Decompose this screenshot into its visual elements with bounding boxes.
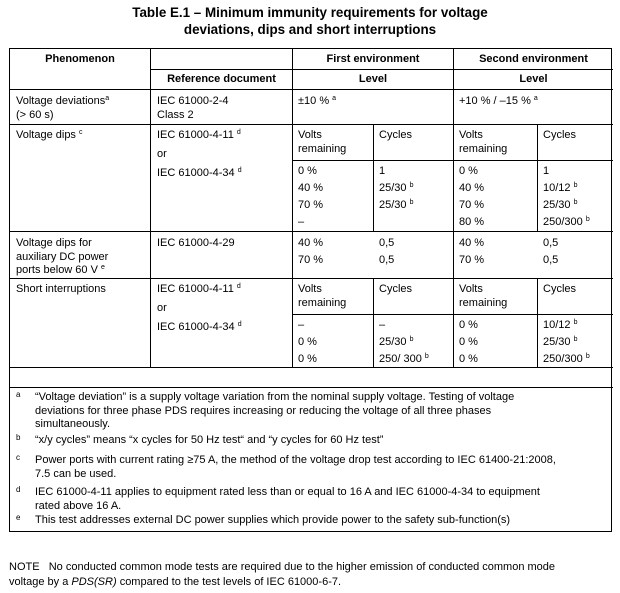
immunity-table bbox=[9, 48, 612, 532]
table-title-line-1: Table E.1 – Minimum immunity requirements for voltage bbox=[132, 5, 488, 20]
footnote-text: “Voltage deviation” is a supply voltage variation from the nominal supply voltage. Testing of voltage bbox=[35, 391, 515, 403]
table-cell: 0,5 bbox=[543, 254, 559, 266]
reference-voltage-deviations: IEC 61000-2-4 Class 2 bbox=[157, 95, 229, 121]
table-cell: – bbox=[298, 319, 305, 331]
rule bbox=[292, 49, 293, 367]
rule bbox=[453, 49, 454, 367]
reference-voltage-dips-1: IEC 61000-4-11 $^d$ bbox=[157, 129, 241, 141]
table-cell: 0 % bbox=[298, 165, 317, 177]
volts-remaining-header: Volts remaining bbox=[298, 283, 347, 309]
table-cell: 70 % bbox=[459, 254, 485, 266]
footnote-text: IEC 61000-4-11 applies to equipment rated less than or equal to 16 A and IEC 61000-4-34 to equipment bbox=[35, 486, 540, 498]
phenomenon-voltage-deviations: Voltage deviations$^a$ (> 60 s) bbox=[16, 95, 110, 121]
table-cell: 40 % bbox=[298, 237, 324, 249]
cycles-header: Cycles bbox=[543, 129, 577, 141]
rule bbox=[151, 69, 613, 70]
rule bbox=[537, 278, 538, 367]
rule bbox=[373, 124, 374, 231]
cycles-header: Cycles bbox=[379, 283, 413, 295]
footnote-mark: b bbox=[16, 433, 21, 442]
reference-short-interruptions-1: IEC 61000-4-11 $^d$ bbox=[157, 283, 241, 295]
note-line-1: NOTE No conducted common mode tests are required due to the higher emission of conducted common mode bbox=[9, 561, 556, 573]
table-cell: 250/300 $^b$ bbox=[543, 216, 590, 228]
footnote-text: rated above 16 A. bbox=[35, 499, 122, 512]
table-cell: 0,5 bbox=[379, 237, 395, 249]
footnote-mark: d bbox=[16, 485, 21, 494]
footnote-text: deviations for three phase PDS requires increasing or reducing the voltage of all three phases bbox=[35, 404, 492, 417]
table-cell: 25/30 $^b$ bbox=[379, 199, 414, 211]
rule bbox=[10, 387, 613, 388]
rule bbox=[10, 124, 613, 125]
table-cell: – bbox=[298, 216, 305, 228]
rule bbox=[10, 367, 613, 368]
phenomenon-short-interruptions: Short interruptions bbox=[16, 283, 106, 295]
table-cell: 250/ 300 $^b$ bbox=[379, 353, 429, 365]
rule bbox=[373, 278, 374, 367]
table-cell: 0 % bbox=[459, 353, 478, 365]
volts-remaining-header: Volts remaining bbox=[459, 129, 508, 155]
table-cell: 70 % bbox=[298, 199, 324, 211]
table-cell: 0 % bbox=[459, 165, 478, 177]
volts-remaining-header: Volts remaining bbox=[298, 129, 347, 155]
table-cell: 1 bbox=[543, 165, 550, 177]
header-first-level: Level bbox=[358, 73, 388, 85]
rule bbox=[150, 49, 151, 367]
footnote-text: Power ports with current rating ≥75 A, the method of the voltage drop test according to IEC 61400-21:2008, bbox=[35, 454, 556, 466]
reference-voltage-dips-or: or bbox=[157, 148, 167, 160]
table-cell: 0 % bbox=[459, 336, 478, 348]
phenomenon-dc-dips: Voltage dips for auxiliary DC power ports below 60 V $^e$ bbox=[16, 237, 109, 276]
reference-short-interruptions-2: IEC 61000-4-34 $^d$ bbox=[157, 321, 242, 333]
table-cell: 25/30 $^b$ bbox=[379, 182, 414, 194]
header-reference-document: Reference document bbox=[167, 73, 276, 85]
table-cell: 80 % bbox=[459, 216, 485, 228]
table-cell: 1 bbox=[379, 165, 386, 177]
footnote-mark: a bbox=[16, 390, 21, 399]
note-line-2: voltage by a PDS(SR) compared to the test levels of IEC 61000-6-7. bbox=[9, 576, 342, 588]
rule bbox=[537, 124, 538, 231]
footnote-text: “x/y cycles” means “x cycles for 50 Hz test“ and “y cycles for 60 Hz test” bbox=[35, 434, 384, 446]
reference-dc-dips: IEC 61000-4-29 bbox=[157, 237, 235, 249]
header-second-environment: Second environment bbox=[479, 53, 588, 65]
phenomenon-voltage-dips: Voltage dips $^c$ bbox=[16, 129, 83, 141]
table-cell: 10/12 $^b$ bbox=[543, 319, 578, 331]
first-level-voltage-deviations: ±10 % $^a$ bbox=[298, 95, 337, 107]
table-cell: 70 % bbox=[298, 254, 324, 266]
table-title-line-2: deviations, dips and short interruptions bbox=[183, 22, 437, 37]
volts-remaining-header: Volts remaining bbox=[459, 283, 508, 309]
reference-short-interruptions-or: or bbox=[157, 302, 167, 314]
second-level-voltage-deviations: +10 % / –15 % $^a$ bbox=[459, 95, 538, 107]
rule bbox=[10, 231, 613, 232]
table-cell: 10/12 $^b$ bbox=[543, 182, 578, 194]
footnote-text: simultaneously. bbox=[35, 418, 110, 430]
table-cell: 0 % bbox=[459, 319, 478, 331]
footnote-text: This test addresses external DC power supplies which provide power to the safety sub-function(s) bbox=[35, 514, 511, 526]
header-first-environment: First environment bbox=[326, 53, 420, 65]
footnote-mark: c bbox=[16, 453, 20, 462]
cycles-header: Cycles bbox=[543, 283, 577, 295]
rule bbox=[10, 278, 613, 279]
table-cell: 25/30 $^b$ bbox=[543, 199, 578, 211]
footnote-mark: e bbox=[16, 513, 21, 522]
table-cell: 70 % bbox=[459, 199, 485, 211]
cycles-header: Cycles bbox=[379, 129, 413, 141]
table-cell: 40 % bbox=[459, 182, 485, 194]
table-cell: 0,5 bbox=[543, 237, 559, 249]
header-second-level: Level bbox=[519, 73, 548, 85]
table-cell: 250/300 $^b$ bbox=[543, 353, 590, 365]
table-cell: 0,5 bbox=[379, 254, 395, 266]
rule bbox=[10, 89, 613, 90]
table-cell: 25/30 $^b$ bbox=[379, 336, 414, 348]
header-phenomenon: Phenomenon bbox=[45, 53, 115, 65]
table-cell: 25/30 $^b$ bbox=[543, 336, 578, 348]
table-cell: 40 % bbox=[459, 237, 485, 249]
reference-voltage-dips-2: IEC 61000-4-34 $^d$ bbox=[157, 167, 242, 179]
table-cell: – bbox=[379, 319, 386, 331]
table-cell: 0 % bbox=[298, 336, 317, 348]
table-cell: 0 % bbox=[298, 353, 317, 365]
footnote-text: 7.5 can be used. bbox=[35, 467, 117, 480]
table-cell: 40 % bbox=[298, 182, 324, 194]
